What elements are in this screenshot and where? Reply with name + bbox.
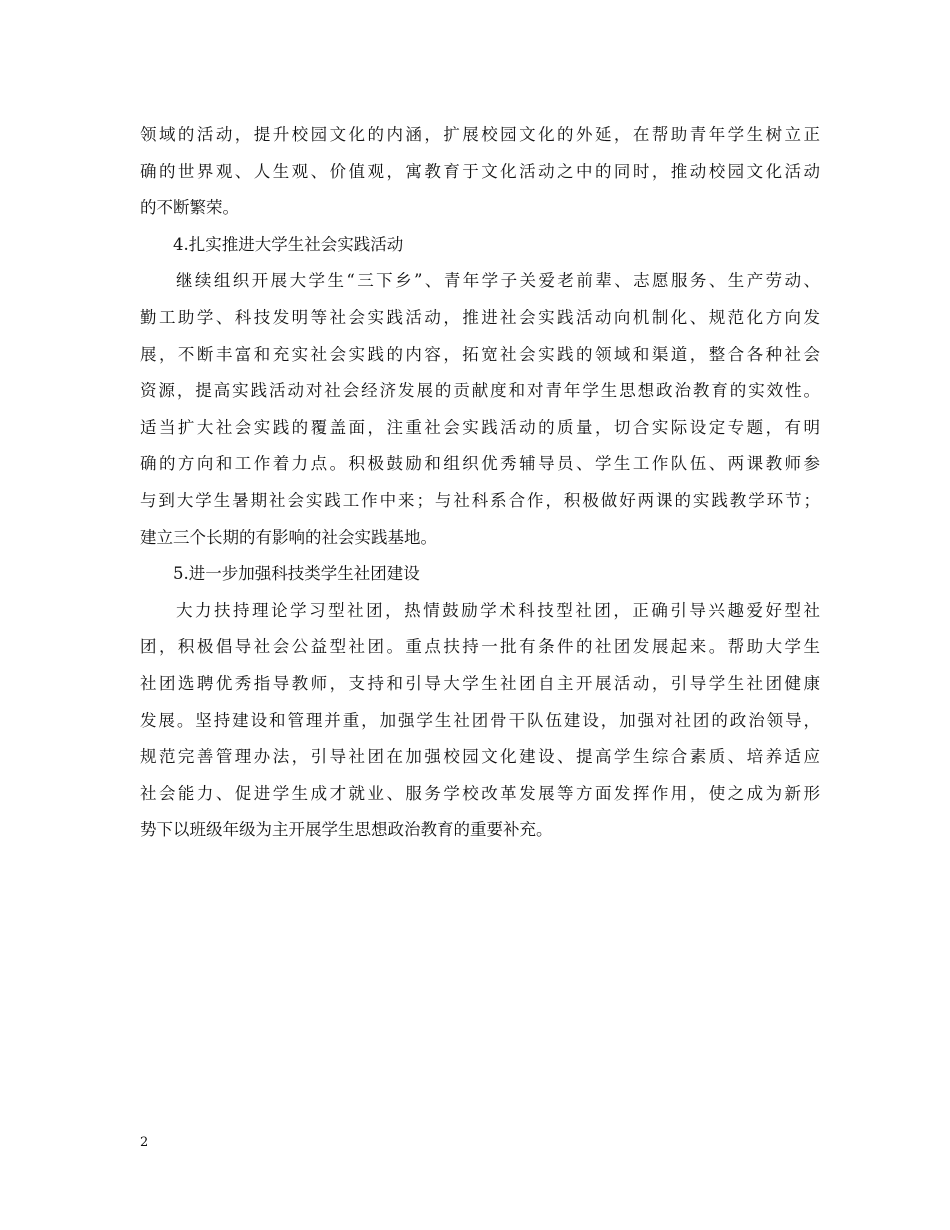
text-line: 社团选聘优秀指导教师，支持和引导大学生社团自主开展活动，引导学生社团健康 — [140, 673, 820, 693]
text-line: 的不断繁荣。 — [140, 198, 239, 218]
text-line: 社会能力、促进学生成才就业、服务学校改革发展等方面发挥作用，使之成为新形 — [140, 783, 820, 803]
text-line: 建立三个长期的有影响的社会实践基地。 — [140, 527, 437, 547]
text-line: 确的方向和工作着力点。积极鼓励和组织优秀辅导员、学生工作队伍、两课教师参 — [140, 454, 820, 474]
text-line: 继续组织开展大学生“三下乡”、青年学子关爱老前辈、志愿服务、生产劳动、 — [176, 271, 820, 291]
section-heading-5: 5.进一步加强科技类学生社团建设 — [173, 564, 420, 584]
text-line: 领域的活动，提升校园文化的内涵，扩展校园文化的外延，在帮助青年学生树立正 — [140, 125, 820, 144]
text-line: 大力扶持理论学习型社团，热情鼓励学术科技型社团，正确引导兴趣爱好型社 — [176, 600, 820, 620]
paragraph-continued — [140, 117, 820, 227]
text-line: 适当扩大社会实践的覆盖面，注重社会实践活动的质量，切合实际设定专题，有明 — [140, 417, 820, 437]
text-line: 勤工助学、科技发明等社会实践活动，推进社会实践活动向机制化、规范化方向发 — [140, 307, 820, 327]
text-line: 资源，提高实践活动对社会经济发展的贡献度和对青年学生思想政治教育的实效性。 — [140, 381, 820, 401]
paragraph-student-clubs — [140, 593, 820, 849]
text-line: 势下以班级年级为主开展学生思想政治教育的重要补充。 — [140, 820, 553, 840]
document-body — [140, 117, 820, 849]
page-number: 2 — [140, 1135, 149, 1150]
text-line: 规范完善管理办法，引导社团在加强校园文化建设、提高学生综合素质、培养适应 — [140, 747, 820, 767]
text-line: 展，不断丰富和充实社会实践的内容，拓宽社会实践的领域和渠道，整合各种社会 — [140, 344, 820, 364]
text-line: 与到大学生暑期社会实践工作中来；与社科系合作，积极做好两课的实践教学环节； — [140, 490, 820, 510]
text-line: 团，积极倡导社会公益型社团。重点扶持一批有条件的社团发展起来。帮助大学生 — [140, 637, 820, 657]
section-heading-4: 4.扎实推进大学生社会实践活动 — [173, 234, 404, 254]
text-line: 确的世界观、人生观、价值观，寓教育于文化活动之中的同时，推动校园文化活动 — [140, 161, 820, 181]
text-line: 发展。坚持建设和管理并重，加强学生社团骨干队伍建设，加强对社团的政治领导， — [140, 710, 820, 730]
paragraph-social-practice — [140, 263, 820, 556]
